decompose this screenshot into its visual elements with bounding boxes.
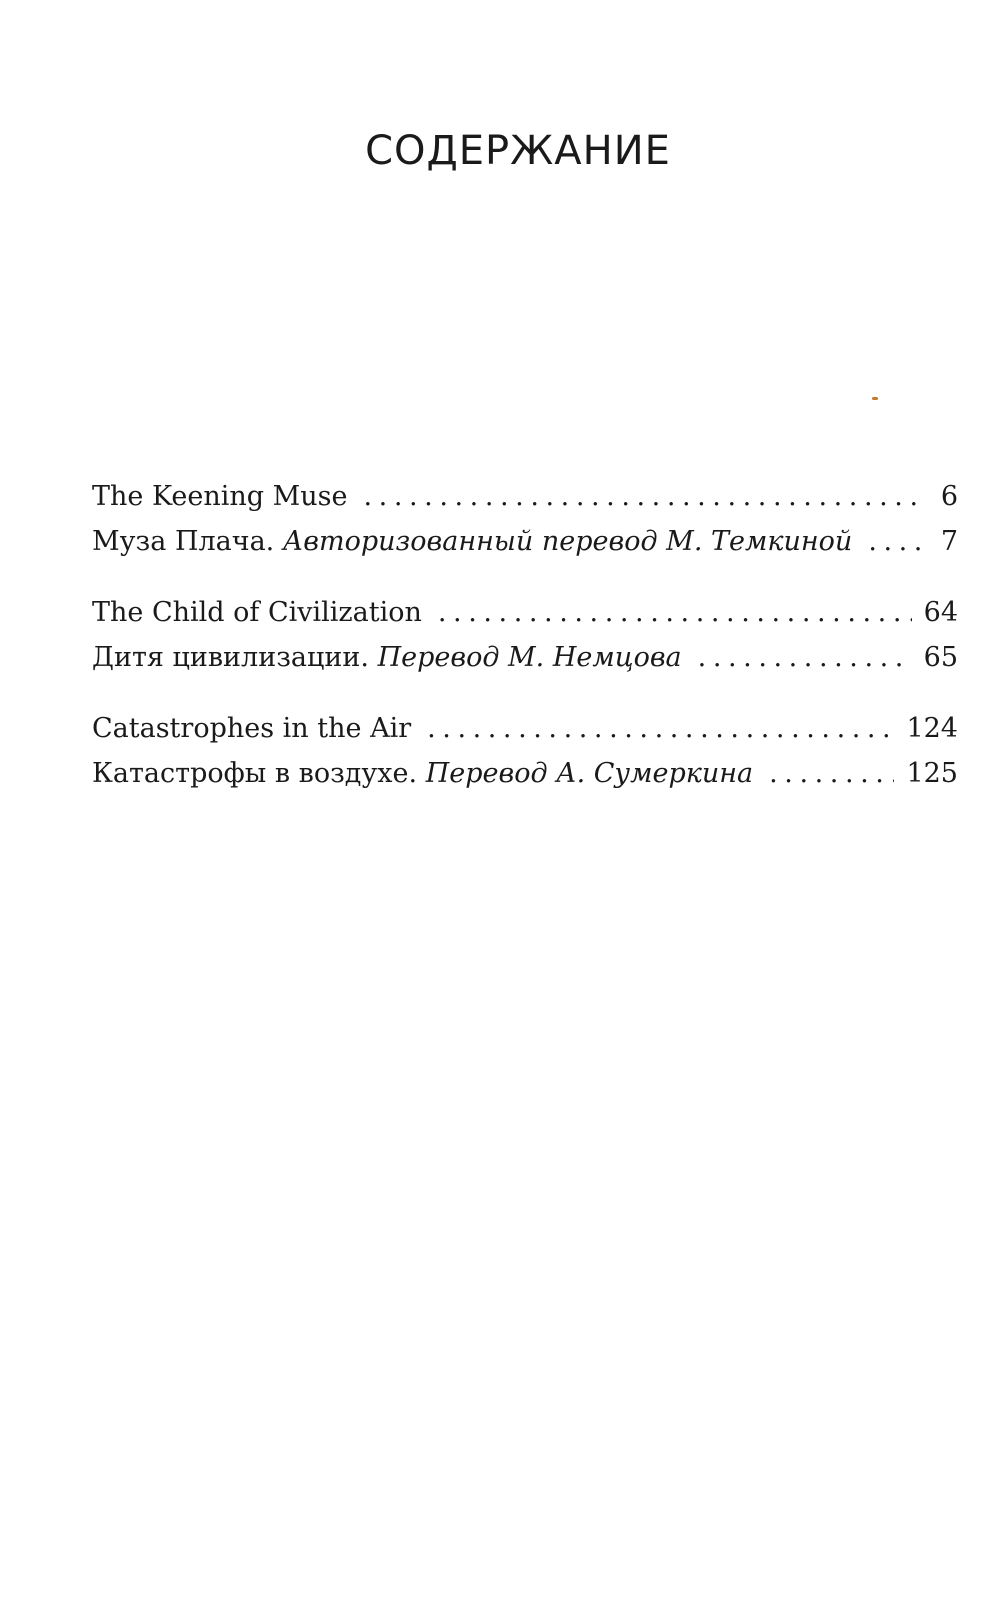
toc-entry-label: Catastrophes in the Air bbox=[92, 713, 412, 744]
toc-entry-title bbox=[92, 706, 411, 751]
toc-entry-title bbox=[92, 751, 753, 796]
toc-entry-label: Дитя цивилизации. bbox=[92, 642, 369, 673]
toc-entry-translator: Перевод А. Сумеркина bbox=[425, 758, 754, 789]
toc-page-number: 7 bbox=[940, 526, 958, 557]
toc-entry-translator: Перевод М. Немцова bbox=[377, 642, 682, 673]
toc-page-number: 6 bbox=[940, 481, 958, 512]
paper-speck bbox=[872, 397, 878, 400]
table-of-contents bbox=[92, 474, 958, 822]
toc-entry bbox=[92, 474, 958, 519]
toc-page-number: 125 bbox=[906, 758, 958, 789]
toc-page-number: 124 bbox=[906, 713, 958, 744]
toc-entry bbox=[92, 590, 958, 635]
toc-entry bbox=[92, 635, 958, 680]
toc-entry-label: Муза Плача. bbox=[92, 526, 275, 557]
toc-entry-title bbox=[92, 590, 422, 635]
toc-entry-title bbox=[92, 519, 852, 564]
dot-leader bbox=[698, 635, 912, 680]
toc-entry bbox=[92, 706, 958, 751]
toc-entry-title bbox=[92, 474, 348, 519]
toc-group bbox=[92, 474, 958, 564]
dot-leader bbox=[364, 474, 922, 519]
toc-entry-label: Катастрофы в воздухе. bbox=[92, 758, 418, 789]
dot-leader bbox=[438, 590, 912, 635]
toc-group bbox=[92, 590, 958, 680]
toc-group bbox=[92, 706, 958, 796]
toc-entry bbox=[92, 519, 958, 564]
toc-entry bbox=[92, 751, 958, 796]
toc-page-number: 65 bbox=[923, 642, 958, 673]
toc-entry-label: The Keening Muse bbox=[92, 481, 348, 512]
page-title: СОДЕРЖАНИЕ bbox=[365, 128, 671, 174]
toc-entry-title bbox=[92, 635, 682, 680]
toc-entry-label: The Child of Civilization bbox=[92, 597, 422, 628]
toc-entry-translator: Авторизованный перевод М. Темкиной bbox=[282, 526, 853, 557]
dot-leader bbox=[769, 751, 894, 796]
dot-leader bbox=[427, 706, 894, 751]
toc-page-number: 64 bbox=[923, 597, 958, 628]
dot-leader bbox=[868, 519, 922, 564]
